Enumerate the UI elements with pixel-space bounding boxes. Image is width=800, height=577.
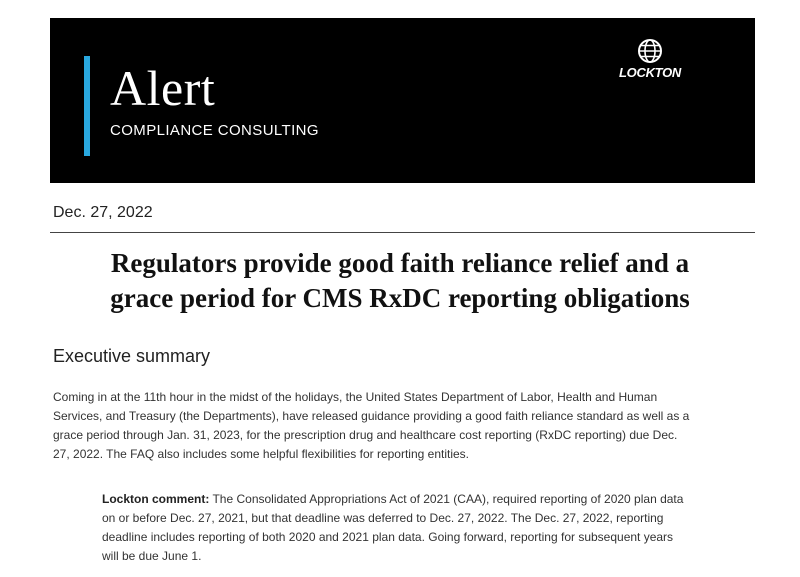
comment-line: will be due June 1.	[102, 549, 202, 563]
section-title: Executive summary	[53, 346, 211, 366]
comment-line: on or before Dec. 27, 2021, but that deadline was deferred to Dec. 27, 2022. The Dec. 27, 2022, reporting	[102, 511, 664, 525]
headline-line: grace period for CMS RxDC reporting obligations	[110, 283, 690, 313]
headline	[30, 246, 770, 316]
lockton-comment	[102, 490, 752, 566]
summary-paragraph	[53, 388, 758, 464]
summary-line: Coming in at the 11th hour in the midst of the holidays, the United States Department of Labor, Health and Human	[53, 390, 658, 404]
summary-line: grace period through Jan. 31, 2023, for the prescription drug and healthcare cost reporting (RxDC reporting) due Dec.	[53, 428, 678, 442]
comment-line: deadline includes reporting of both 2020 and 2021 plan data. Going forward, reporting for subsequent years	[102, 530, 674, 544]
publication-date: Dec. 27, 2022	[53, 204, 153, 221]
summary-line: Services, and Treasury (the Departments), have released guidance providing a good faith reliance standard as well as a	[53, 409, 690, 423]
banner-title: Alert	[110, 60, 216, 116]
banner-subtitle: COMPLIANCE CONSULTING	[110, 122, 319, 139]
globe-icon	[637, 38, 663, 64]
comment-lead: Lockton comment:	[102, 492, 210, 506]
logo-text: LOCKTON	[619, 65, 681, 80]
accent-bar	[84, 56, 90, 156]
comment-line	[102, 490, 752, 509]
divider	[50, 232, 755, 233]
alert-banner	[50, 18, 755, 183]
comment-text: The Consolidated Appropriations Act of 2021 (CAA), required reporting of 2020 plan data	[209, 492, 684, 506]
summary-line: 27, 2022. The FAQ also includes some helpful flexibilities for reporting entities.	[53, 447, 470, 461]
lockton-logo	[610, 38, 690, 80]
headline-line: Regulators provide good faith reliance relief and a	[110, 248, 690, 278]
